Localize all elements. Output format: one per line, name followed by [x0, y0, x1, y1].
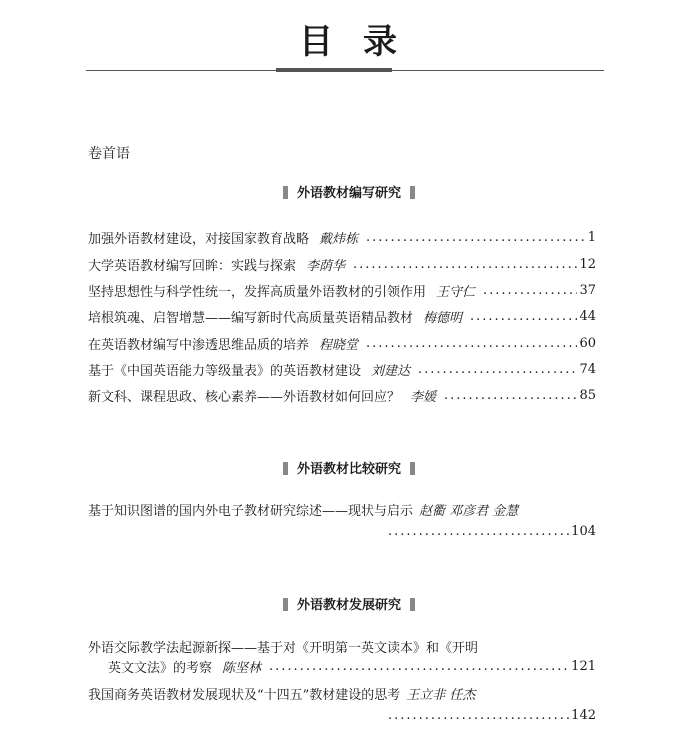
- entry-author: 李荫华: [306, 258, 346, 274]
- section-heading: 外语教材比较研究: [0, 458, 698, 477]
- entry-author: 陈坚林: [222, 660, 262, 676]
- toc-entry[interactable]: [88, 333, 596, 353]
- title-char-2: 录: [363, 22, 399, 62]
- entry-page: 1: [587, 229, 596, 245]
- toc-entry[interactable]: [88, 359, 596, 379]
- leader-dots: [388, 524, 569, 539]
- entry-page: 121: [571, 658, 596, 674]
- entry-title: 在英语教材编写中渗透思维品质的培养: [88, 337, 310, 353]
- entry-page: 37: [579, 282, 596, 298]
- toc-preface[interactable]: 卷首语: [88, 146, 130, 162]
- leader-dots: [444, 388, 577, 403]
- entry-author: 王守仁: [436, 284, 476, 300]
- toc-entry-continuation[interactable]: [108, 656, 596, 676]
- toc-entry[interactable]: [88, 637, 478, 656]
- entry-author: 程晓堂: [319, 337, 359, 353]
- entry-author: 梅德明: [423, 310, 463, 326]
- leader-dots: [366, 230, 586, 245]
- leader-dots: [483, 283, 577, 298]
- toc-entry[interactable]: [88, 684, 475, 703]
- leader-dots: [366, 336, 577, 351]
- entry-title: 坚持思想性与科学性统一，发挥高质量外语教材的引领作用: [88, 284, 427, 300]
- title-rule-accent: [276, 68, 392, 72]
- entry-author: 李媛: [410, 389, 437, 405]
- entry-title-line-1: 外语交际教学法起源新探——基于对《开明第一英文读本》和《开明: [88, 641, 479, 656]
- entry-title: 基于《中国英语能力等级量表》的英语教材建设: [88, 363, 362, 379]
- entry-title: 培根筑魂、启智增慧——编写新时代高质量英语精品教材: [88, 310, 414, 326]
- toc-entry-continuation[interactable]: [108, 521, 596, 541]
- entry-title: 新文科、课程思政、核心素养——外语教材如何回应？: [88, 389, 401, 405]
- section-heading: 外语教材发展研究: [0, 594, 698, 613]
- entry-page: 60: [579, 335, 596, 351]
- entry-page: 142: [571, 707, 596, 723]
- entry-title: 加强外语教材建设，对接国家教育战略: [88, 231, 310, 247]
- leader-dots: [269, 659, 569, 674]
- toc-entry[interactable]: [88, 306, 596, 326]
- entry-author: 赵衢 邓彦君 金慧: [419, 504, 519, 519]
- leader-dots: [388, 708, 569, 723]
- leader-dots: [418, 362, 577, 377]
- toc-entry[interactable]: [88, 227, 596, 247]
- entry-title-line-2: 英文文法》的考察: [108, 660, 213, 676]
- entry-title: 基于知识图谱的国内外电子教材研究综述——现状与启示: [88, 504, 414, 519]
- entry-page: 85: [579, 387, 596, 403]
- entry-title: 大学英语教材编写回眸：实践与探索: [88, 258, 297, 274]
- entry-author: 戴炜栋: [319, 231, 359, 247]
- toc-entry[interactable]: [88, 254, 596, 274]
- entry-author: 王立非 任杰: [406, 688, 476, 703]
- toc-entry-continuation[interactable]: [108, 705, 596, 725]
- toc-entry[interactable]: [88, 500, 518, 519]
- toc-entry[interactable]: [88, 385, 596, 405]
- leader-dots: [353, 257, 577, 272]
- entry-page: 74: [579, 361, 596, 377]
- section-heading: 外语教材编写研究: [0, 182, 698, 201]
- entry-title: 我国商务英语教材发展现状及“十四五”教材建设的思考: [88, 688, 401, 703]
- entry-author: 刘建达: [371, 363, 411, 379]
- entry-page: 44: [579, 308, 596, 324]
- leader-dots: [470, 309, 577, 324]
- title-char-1: 目: [299, 22, 335, 62]
- page-title: [0, 14, 698, 63]
- entry-page: 12: [579, 256, 596, 272]
- entry-page: 104: [571, 523, 596, 539]
- toc-entry[interactable]: [88, 280, 596, 300]
